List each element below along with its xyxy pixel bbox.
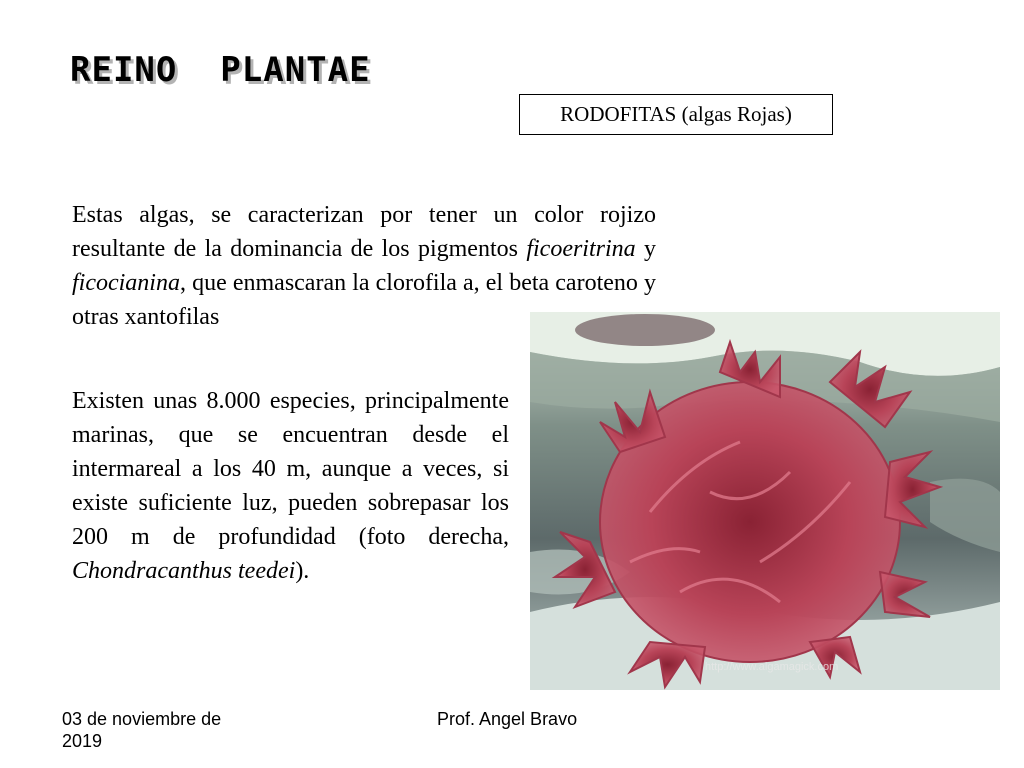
subtitle-text: RODOFITAS (algas Rojas) — [560, 102, 792, 126]
red-algae-photo — [530, 312, 1000, 690]
description-paragraph — [72, 198, 656, 334]
subtitle-box — [519, 94, 833, 135]
paragraph-text: Existen unas 8.000 especies, principalmente marinas, que se encuentran desde el intermareal a los 40 m, aunque a veces, si existe suficiente luz, pueden sobrepasar los 200 m de profundidad (foto derecha, — [72, 388, 509, 550]
footer-author: Prof. Angel Bravo — [437, 709, 578, 729]
species-name: Chondracanthus teedei — [72, 558, 296, 584]
paragraph-text: , que enmascaran la clorofila a, el beta caroteno y otras xantofilas — [72, 270, 656, 330]
footer-date: 03 de noviembre de 2019 — [62, 709, 222, 751]
species-paragraph — [72, 384, 509, 588]
paragraph-text: y — [635, 236, 657, 262]
photo-watermark: http://www.algamagick.com — [705, 661, 839, 673]
pigment-name: ficoeritrina — [526, 236, 636, 262]
paragraph-text: Estas algas, se caracterizan por tener un color rojizo resultante de la dominancia de los pigmentos — [72, 202, 656, 262]
pigment-name: ficocianina — [72, 270, 180, 296]
slide-title: REINO PLANTAE — [70, 50, 371, 90]
paragraph-text: ). — [295, 558, 310, 584]
